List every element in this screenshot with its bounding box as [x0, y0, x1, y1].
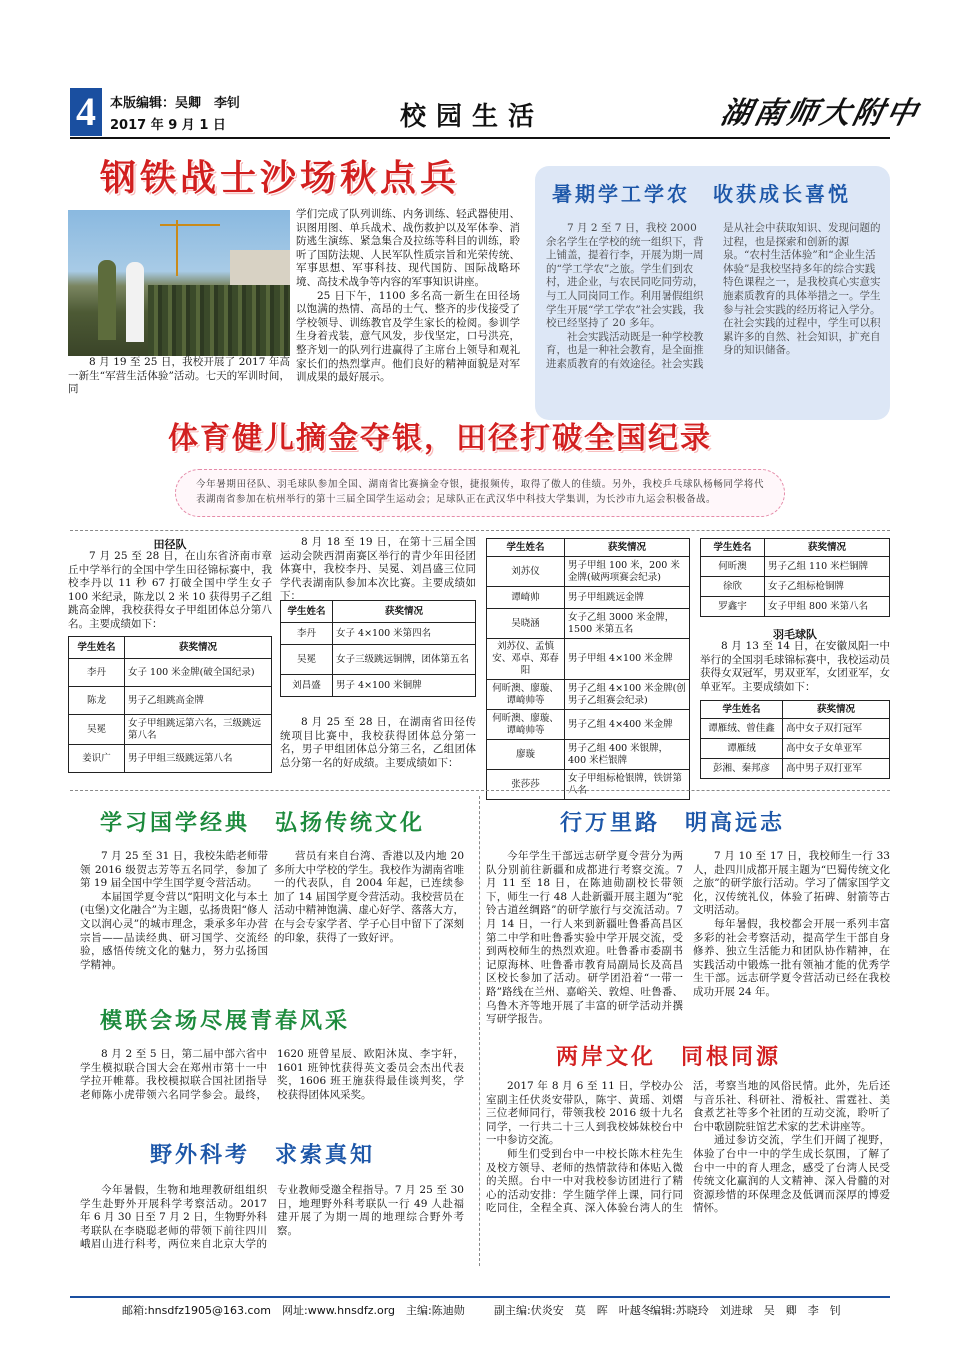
student-name: 刘苏仪 [487, 557, 565, 587]
article1-title: 钢铁战士沙场秋点兵 [100, 158, 461, 199]
award: 高中女子双打冠军 [783, 719, 890, 739]
student-name: 张莎莎 [487, 770, 565, 800]
col-header: 获奖情况 [333, 601, 476, 623]
military-training-photo [68, 210, 290, 356]
article4-para: 营员有来自台湾、香港以及内地 20 多所大中学校的学生。我校作为湖南省唯一的代表队，自 2004 年起，已连续参加了 14 届国学夏令营活动。我校营员在活动中精神饱满、虚心好学、落落大方，在与会专家学者、学子心目中留下了深刻的印象，获得了一致好评。 [274, 850, 464, 944]
student-name: 罗鑫宇 [701, 597, 765, 617]
student-name: 何昕澳、廖璇、谭崎帅等 [487, 710, 565, 740]
award: 女子甲组 800 米第八名 [765, 597, 890, 617]
article8-text [486, 1080, 890, 1216]
track-team-heading: 田径队 [153, 538, 187, 551]
article4-para: 本届国学夏令营以“阳明文化与本土(屯堡)文化融合”为主题，弘扬贵阳“修人文以润心灵”的城市理念，秉承多年办营宗旨——品读经典、研习国学、交流经验，感悟传统文化的魅力，努力弘扬国学精神。 [80, 890, 268, 971]
article1-col1 [68, 356, 290, 397]
article4-col1 [80, 850, 268, 972]
award: 高中男子双打亚军 [783, 759, 890, 779]
article4-para: 7 月 25 至 31 日，我校朱皓老师带领 2016 级贺志芳等五名同学，参加了第 19 届全国中学生国学夏令营活动。 [80, 850, 268, 890]
article7-text [486, 850, 890, 1027]
divider [70, 530, 890, 531]
badminton-table [700, 700, 890, 779]
student-name: 何昕澳 [701, 557, 765, 577]
col-header: 学生姓名 [281, 601, 333, 623]
student-name: 李丹 [69, 659, 125, 687]
award: 男子乙组 4×400 米金牌 [565, 710, 690, 740]
award: 男子乙组跳高金牌 [125, 687, 272, 715]
article4-title: 学习国学经典 弘扬传统文化 [100, 811, 426, 836]
article8-para: 师生们受到台中一中校长陈木柱先生及校方领导、老师的热情款待和体贴入微的关照。台中一中对我校参访团进行了精心的活动安排：学生随学伴上课，同行同吃同住，全程全真、深入体验台湾人的生活，考察当地的风俗民情。此外，先后还与音乐社、科研社、滑板社、雷霆社、美食煮艺社等多个社团的互动交流，聆听了台中歌剧院驻馆艺术家的艺术讲座等。 [486, 1080, 890, 1215]
article5-title: 模联会场尽展青春风采 [100, 1009, 351, 1034]
track-para: 8 月 25 至 28 日，在湖南省田径传统项目比赛中，我校获得团体总分第一名，男子甲组团体总分第三名，乙组团体总分第一名的好成绩。主要成绩如下： [280, 716, 476, 769]
student-name: 谭雁绒、曾佳鑫 [701, 719, 783, 739]
article3-title: 体育健儿摘金夺银，田径打破全国纪录 [168, 421, 712, 456]
col-header: 获奖情况 [565, 539, 690, 557]
article1-para: 8 月 19 至 25 日，我校开展了 2017 年高一新生“军营生活体验”活动。七天的军训时间，同 [68, 356, 290, 396]
student-name: 陈龙 [69, 687, 125, 715]
section-title: 校园生活 [400, 102, 545, 132]
award: 男子乙组 4×100 米金牌(创男子乙组赛会纪录) [565, 680, 690, 710]
award: 男子甲组三级跳远第八名 [125, 745, 272, 773]
school-logo: 湖南师大附中 [717, 96, 923, 131]
student-name: 姜识广 [69, 745, 125, 773]
article8-para: 通过参访交流，学生们开阔了视野，体验了台中一中的学生成长氛围，了解了台中一中的育人理念，感受了台湾人民受传统文化赢润的人文精神、深入骨髓的对资源珍惜的环保理念及低调而深厚的博爱情怀。 [693, 1134, 890, 1215]
award: 高中女子女单亚军 [783, 739, 890, 759]
award: 女子甲组跳远第六名，三级跳远第八名 [125, 715, 272, 745]
header-rule [70, 137, 890, 139]
track-table-national [68, 636, 272, 773]
article7-para: 今年学生干部远志研学夏令营分为两队分别前往新疆和成都进行考察交流。7 月 11 至 18 日，在陈迪勋副校长带领下，师生一行 48 人赴新疆开展主题为“驼铃古道丝绸路”的研学旅行与交流活动。7 月 14 日，一行人来到新疆吐鲁番高昌区第二中学和吐鲁番实验中学开展交流，受到两校师生的热烈欢迎。吐鲁番市委副书记原海林、吐鲁番市教育局副局长及高昌区校长参加了活动。研学团沿着“一带一路”路线在兰州、嘉峪关、敦煌、吐鲁番、乌鲁木齐等地开展了丰富的研学活动并撰写研学报告。 [486, 850, 683, 1026]
award: 女子甲组标枪银牌，铁饼第八名 [565, 770, 690, 800]
article6-text [80, 1184, 464, 1252]
col-header: 学生姓名 [701, 701, 783, 719]
badminton-para: 8 月 13 至 14 日，在安徽凤阳一中举行的全国羽毛球锦标赛中，我校运动员获得女双冠军，男双亚军，女团亚军，女单亚军。主要成绩如下： [700, 640, 890, 693]
award: 男子甲组 4×100 米金牌 [565, 639, 690, 680]
officer-figure [98, 260, 116, 340]
student-name: 彭湘、秦邦彦 [701, 759, 783, 779]
article8-para: 2017 年 8 月 6 至 11 日，学校办公室副主任伏炎安带队，陈宇、黄瑶、刘熠三位老师同行，带领我校 2016 级十九名同学，一行共二十三人到我校姊妹校台中一中参访交流。 [486, 1080, 683, 1147]
crane-arm-shape [160, 224, 220, 226]
col-header: 获奖情况 [783, 701, 890, 719]
award: 男子乙组 400 米银牌，400 米栏银牌 [565, 740, 690, 770]
article8-title: 两岸文化 同根同源 [556, 1045, 782, 1070]
page-editor: 本版编辑：吴卿 李钊 [110, 96, 241, 111]
student-name: 李丹 [281, 623, 333, 645]
article1-para: 学们完成了队列训练、内务训练、轻武器使用、识图用图、单兵战术、战伤救护以及军体拳、消防逃生演练、紧急集合及拉练等科目的训练，聆听了国防法规、人民军队性质宗旨和光荣传统、军事思想、军事科技、现代国防、国际战略环境、高技术战争等内容的军事知识讲座。 [296, 208, 520, 288]
student-name: 刘昌盛 [281, 675, 333, 697]
crane-shape [176, 220, 178, 276]
footer-email: 邮箱:hnsdfz1905@163.com [122, 1304, 271, 1317]
building-shape [230, 250, 290, 290]
award: 男子 4×100 米铜牌 [333, 675, 476, 697]
student-name: 吴冕 [69, 715, 125, 745]
student-name: 谭崎帅 [487, 587, 565, 609]
col-header: 学生姓名 [701, 539, 765, 557]
footer-website: 网址:www.hnsdfz.org [282, 1304, 396, 1317]
article7-para: 每年暑假，我校都会开展一系列丰富多彩的社会考察活动，提高学生干部自身修养、独立生活能力和团队协作精神，在实践活动中锻炼一批有领袖才能的优秀学生干部。远志研学夏令营活动已经在我校成功开展 24 年。 [693, 917, 890, 998]
page-number: 4 [70, 88, 102, 136]
article2-para: 社会实践活动既是一种学校教育，也是一种社会教育，是全面推进素质教育的有效途径。社会实践是从社会中获取知识、发现问题的过程，也是探索和创新的源泉。“农村生活体验”和“企业生活体验”是我校坚持多年的综合实践特色课程之一，是我校真心实意实施素质教育的具体举措之一。学生参与社会实践的经历将记入学分。在社会实践的过程中，学生可以积累许多的自然、社会知识，扩充自身的知识储备。 [546, 222, 881, 370]
article6-title: 野外科考 求索真知 [150, 1143, 376, 1168]
award: 女子三级跳远铜牌，团体第五名 [333, 645, 476, 675]
track-table-games [280, 600, 476, 697]
footer [70, 1296, 890, 1318]
col-header: 获奖情况 [765, 539, 890, 557]
student-name: 刘苏仪、孟慎安、邓卓、郑春阳 [487, 639, 565, 680]
col-header: 学生姓名 [487, 539, 565, 557]
article1-para: 25 日下午，1100 多名高一新生在田径场以饱满的热情、高昂的士气、整齐的步伐接受了学校领导、训练教官及学生家长的检阅。参训学生身着戎装，意气风发，步伐坚定，口号洪亮，整齐划一的队列行进赢得了主席台上领导和观礼家长们的热烈掌声。他们良好的精神面貌是对军训成果的最好展示。 [296, 289, 520, 384]
article6-para: 今年暑假，生物和地理教研组组织学生赴野外开展科学考察活动。2017 年 6 月 30 日至 7 月 2 日，生物野外科考联队在李晓聪老师的带领下前往四川峨眉山进行科考，两位来自北京大学的专业教师受邀全程指导。7 月 25 至 30 日，地理野外科考联队一行 49 人赴福建开展了为期一周的地理综合野外考察。 [80, 1184, 464, 1251]
track-para: 8 月 18 至 19 日，在第十三届全国运动会陕西渭南赛区举行的青少年田径团体赛中，我校李丹、吴冕、刘昌盛三位同学代表湖南队参加本次比赛。主要成绩如下： [280, 536, 476, 603]
student-name: 徐欣 [701, 577, 765, 597]
article7-title: 行万里路 明高远志 [560, 811, 786, 836]
article2-para: 7 月 2 至 7 日，我校 2000 余名学生在学校的统一组织下，背上铺盖，提着行李，开展为期一周的“学工学农”之旅。学生们到农村，进企业，与农民同吃同劳动，与工人同岗同工作。利用暑假组织学生开展“学工学农”社会实践，我校已经坚持了 20 多年。 [546, 222, 704, 330]
award: 女子乙组标枪铜牌 [765, 577, 890, 597]
student-name: 吴冕 [281, 645, 333, 675]
article2-text [546, 222, 884, 372]
student-name: 吴晓涵 [487, 609, 565, 639]
article7-para: 7 月 10 至 17 日，我校师生一行 33 人，赴四川成都开展主题为“巴蜀传统文化之旅”的研学旅行活动。学习了儒家国学文化，汉传统礼仪，体验了拓碑、射箭等古文明活动。 [693, 850, 890, 917]
track-games [280, 536, 476, 604]
column-divider [479, 796, 480, 1266]
footer-chief-editor: 主编:陈迪勋 [406, 1304, 465, 1317]
issue-date: 2017 年 9 月 1 日 [110, 118, 226, 133]
award: 男子甲组跳远金牌 [565, 587, 690, 609]
student-name: 谭雁绒 [701, 739, 783, 759]
award: 女子乙组 3000 米金牌，1500 米第五名 [565, 609, 690, 639]
track-intro [68, 550, 272, 632]
article3-summary: 今年暑期田径队、羽毛球队参加全国、湖南省比赛摘金夺银，捷报频传，取得了傲人的佳绩。另外，我校乒乓球队杨畅同学将代表湖南省参加在杭州举行的第十三届全国学生运动会；足球队正在武汉华中科技大学集训，为长沙市九运会积极备战。 [175, 469, 785, 517]
track-table-provincial [486, 538, 690, 800]
article5-text [80, 1048, 464, 1102]
student-name: 廖璇 [487, 740, 565, 770]
track-table-provincial-cont [700, 538, 890, 617]
student-name: 何昕澳、廖璇、谭崎帅等 [487, 680, 565, 710]
troops-shape [148, 285, 290, 356]
track-provincial [280, 716, 476, 770]
article4-col2 [274, 850, 464, 945]
badminton-heading: 羽毛球队 [773, 628, 817, 641]
award: 女子 4×100 米第四名 [333, 623, 476, 645]
article2-title: 暑期学工学农 收获成长喜悦 [552, 182, 851, 206]
article5-para: 8 月 2 至 5 日，第二届中部六省中学生模拟联合国大会在郑州市第十一中学拉开帷幕。我校模拟联合国社团指导老师陈小虎带领六名同学参会。最终，1620 班曾星辰、欧阳沐岚、李宇轩，1601 班钟忱获得英文委员会杰出代表奖，1606 班王施获得最佳谈判奖，学校获得团体风采奖。 [80, 1048, 464, 1101]
footer-deputy-editors: 副主编:伏炎安 莫 晖 叶越冬 [494, 1304, 652, 1317]
award: 女子 100 米金牌(破全国纪录) [125, 659, 272, 687]
article1-col2 [296, 208, 520, 385]
col-header: 获奖情况 [125, 637, 272, 659]
award: 男子甲组 100 米，200 米金牌(破两项赛会纪录) [565, 557, 690, 587]
col-header: 学生姓名 [69, 637, 125, 659]
track-para: 7 月 25 至 28 日，在山东省济南市章丘中学举行的全国中学生田径锦标赛中，我校李丹以 11 秒 67 打破全国中学生女子 100 米纪录，陈龙以 2 米 10 获得男子乙组跳高金牌，我校获得女子甲组团体总分第八名。主要成绩如下： [68, 550, 272, 630]
official-figure [126, 262, 144, 342]
badminton-intro [700, 640, 890, 694]
award: 男子乙组 110 米栏铜牌 [765, 557, 890, 577]
footer-editors: 编辑:苏晓玲 刘进球 吴 卿 李 钊 [650, 1304, 841, 1317]
divider [70, 790, 890, 791]
